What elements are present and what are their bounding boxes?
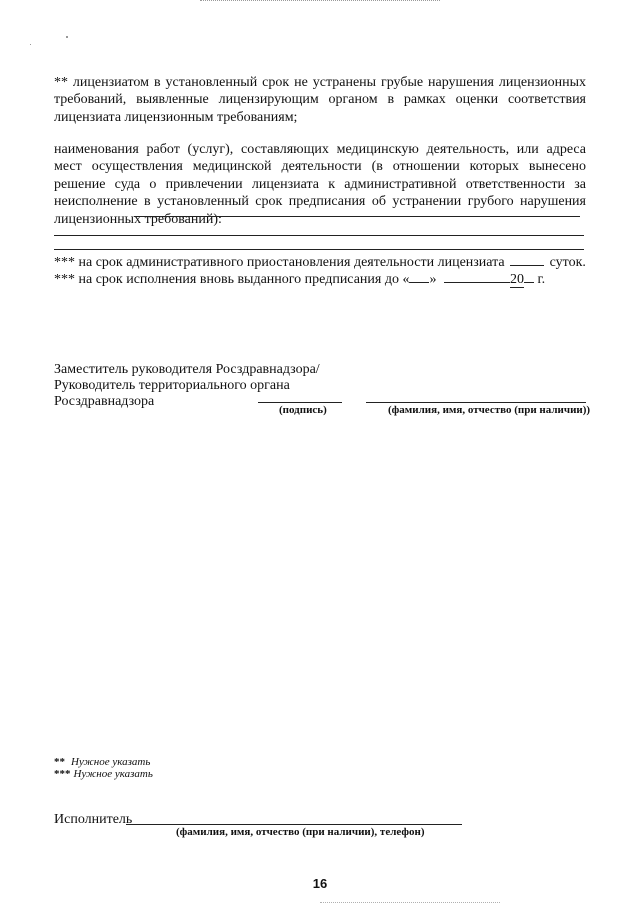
signature-field[interactable] [258, 402, 342, 403]
suspension-days-field[interactable] [510, 253, 544, 266]
signer-title-line-1: Заместитель руководителя Росздравнадзора/ [54, 362, 320, 377]
footnote-text: Нужное указать [71, 756, 151, 768]
signer-title-line-2: Руководитель территориального органа [54, 378, 290, 393]
executor-caption: (фамилия, имя, отчество (при наличии), телефон) [176, 826, 425, 838]
scan-top-edge [200, 0, 440, 4]
signature-caption: (подпись) [279, 404, 327, 416]
executor-label: Исполнитель [54, 812, 133, 827]
fill-line-works-2[interactable] [54, 235, 584, 236]
deadline-year-unit: г. [537, 272, 546, 287]
deadline-day-field[interactable] [409, 270, 429, 283]
deadline-quote-close: » [429, 272, 437, 287]
footnote-mark: *** [54, 768, 71, 780]
suspension-days-unit: суток. [549, 255, 586, 270]
executor-field[interactable] [126, 824, 462, 825]
signer-title-line-3: Росздравнадзора [54, 394, 155, 409]
deadline-label: *** на срок исполнения вновь выданного предписания до « [54, 272, 410, 287]
footnote-text: Нужное указать [73, 768, 153, 780]
deadline-row [54, 270, 586, 288]
fill-line-works-3[interactable] [54, 249, 584, 250]
suspension-term-label: *** на срок административного приостановления деятельности лицензиата [54, 255, 505, 270]
fill-line-works-1[interactable] [134, 216, 580, 217]
paragraph-violations: ** лицензиатом в установленный срок не устранены грубые нарушения лицензионных требований, выявленные лицензирующим органом в рамках оценки соответствия лицензиата лицензионным требованиям; [54, 75, 586, 125]
deadline-month-field[interactable] [444, 270, 510, 283]
scan-bottom-edge [320, 902, 500, 903]
deadline-year-field[interactable] [524, 270, 534, 283]
deadline-year-prefix: 20 [509, 272, 524, 287]
footnote-triple [54, 768, 153, 781]
suspension-term-row [54, 253, 586, 271]
page-number: 16 [312, 876, 328, 891]
signer-name-field[interactable] [366, 402, 586, 403]
scan-speck [66, 36, 68, 38]
signer-name-caption: (фамилия, имя, отчество (при наличии)) [388, 404, 591, 416]
footnote-mark: ** [54, 756, 65, 768]
scan-speck [30, 44, 31, 45]
paragraph-works-addresses: наименования работ (услуг), составляющих медицинскую деятельность, или адреса мест осуществления медицинской деятельности (в отношении которых вынесено решение суда о привлечении лицензиата к административной ответственности за неисполнение в установленный срок предписания об устранении грубого нарушения лицензионных требований): [54, 142, 586, 227]
